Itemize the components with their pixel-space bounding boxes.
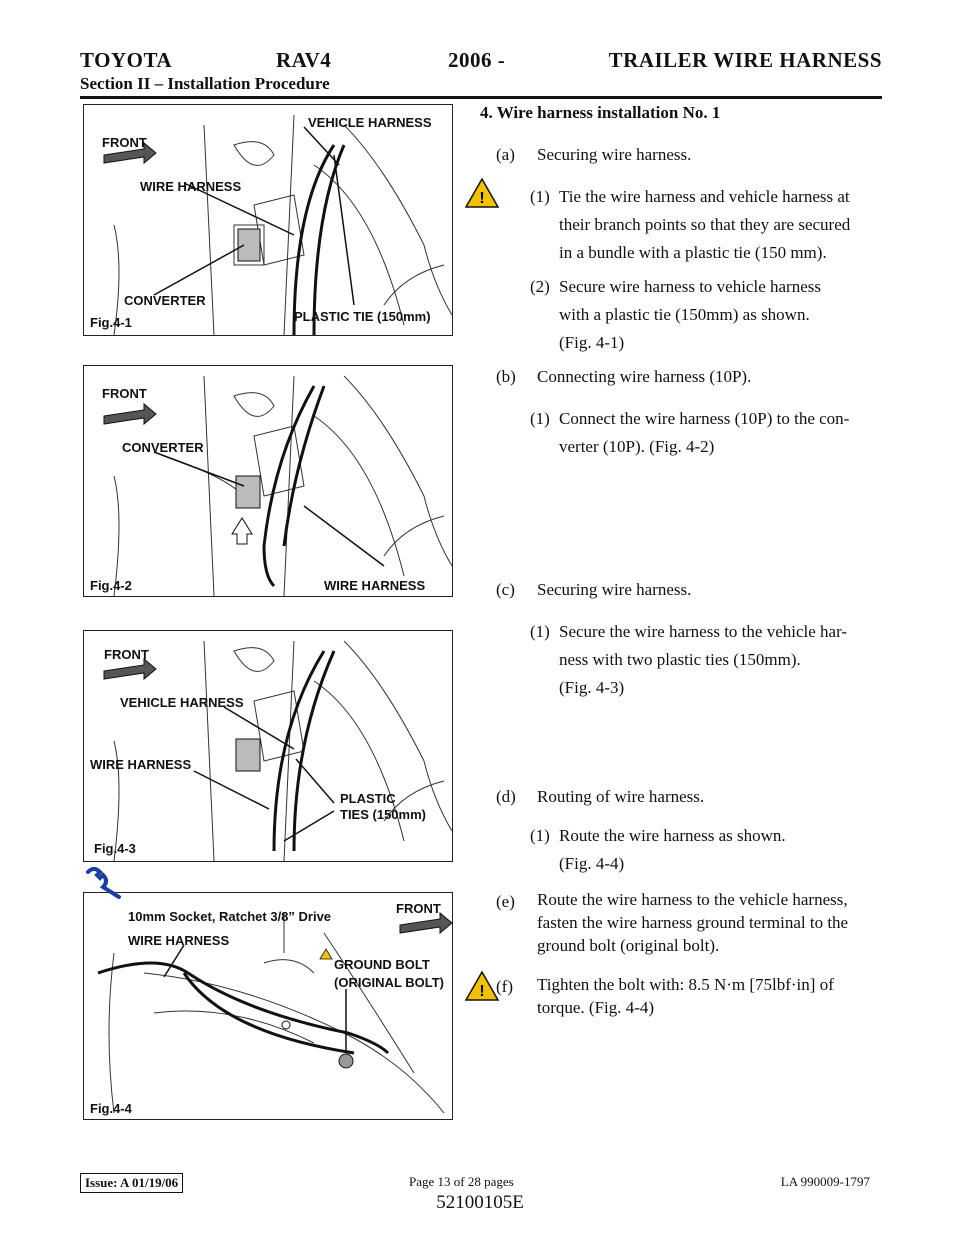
step-f-label: (f) [496,977,513,996]
step-a1-num: (1) [530,187,550,206]
part-number: 52100105E [436,1192,524,1213]
insert-arrow-icon [232,518,252,544]
figure-4-4 [83,892,453,1120]
fig2-caption: Fig.4-2 [90,578,132,593]
fig1-label-plastic-tie: PLASTIC TIE (150mm) [294,309,431,324]
step-f-line: torque. (Fig. 4-4) [537,998,655,1017]
fig1-front-label: FRONT [102,135,147,150]
step-c-text: Securing wire harness. [537,580,692,599]
step-c-label: (c) [496,580,515,599]
fig2-label-converter: CONVERTER [122,440,204,455]
step-e-line: fasten the wire harness ground terminal to the [537,913,849,932]
step-a1-line: their branch points so that they are secured [559,215,851,234]
step-a1-line: Tie the wire harness and vehicle harness at [559,187,850,206]
step-c1-num: (1) [530,622,550,641]
wrench-icon [84,866,128,905]
section-title: Section II – Installation Procedure [80,74,330,93]
step-a-label: (a) [496,145,515,164]
step-e-line: ground bolt (original bolt). [537,936,720,955]
step-c1-line: (Fig. 4-3) [559,678,625,697]
warning-triangle-icon [464,970,500,1002]
step-b1-line: verter (10P). (Fig. 4-2) [559,437,715,456]
header-year: 2006 - [448,48,506,72]
warning-triangle-icon [464,177,500,209]
fig1-label-vehicle-harness: VEHICLE HARNESS [308,115,432,130]
fig4-caption: Fig.4-4 [90,1101,132,1116]
step-a2-line: (Fig. 4-1) [559,333,625,352]
step-a1-line: in a bundle with a plastic tie (150 mm). [559,243,827,262]
header-product: TRAILER WIRE HARNESS [608,48,882,72]
step-b-text: Connecting wire harness (10P). [537,367,752,386]
fig4-label-original-bolt: (ORIGINAL BOLT) [334,975,445,990]
warning-triangle-icon [320,949,332,959]
step-b-label: (b) [496,367,516,386]
page-number: Page 13 of 28 pages [409,1174,514,1189]
fig3-caption: Fig.4-3 [94,841,136,856]
front-arrow-icon [400,913,452,933]
svg-text:!: ! [479,983,485,1000]
fig1-caption: Fig.4-1 [90,315,132,330]
fig1-label-converter: CONVERTER [124,293,206,308]
step-a-text: Securing wire harness. [537,145,692,164]
step-d1-num: (1) [530,826,550,845]
step-b1-num: (1) [530,409,550,428]
step-d-text: Routing of wire harness. [537,787,705,806]
header-make: TOYOTA [80,48,173,72]
step-a2-line: Secure wire harness to vehicle harness [559,277,821,296]
figure-4-3 [83,630,453,862]
fig4-label-ground-bolt: GROUND BOLT [334,957,430,972]
svg-text:!: ! [479,190,485,207]
fig3-label-vehicle-harness: VEHICLE HARNESS [120,695,244,710]
step-d1-line: (Fig. 4-4) [559,854,625,873]
fig4-label-socket: 10mm Socket, Ratchet 3/8” Drive [128,909,332,924]
fig3-label-ties: TIES (150mm) [340,807,426,822]
step-title: 4. Wire harness installation No. 1 [480,103,721,122]
step-d1-line: Route the wire harness as shown. [559,826,786,845]
figure-4-2 [83,365,453,597]
step-c1-line: ness with two plastic ties (150mm). [559,650,801,669]
fig3-label-plastic: PLASTIC [340,791,396,806]
front-arrow-icon [104,404,156,424]
step-e-line: Route the wire harness to the vehicle harness, [537,890,848,909]
figure-4-1 [83,104,453,336]
fig4-label-wire-harness: WIRE HARNESS [128,933,230,948]
fig2-front-label: FRONT [102,386,147,401]
step-a2-line: with a plastic tie (150mm) as shown. [559,305,810,324]
front-arrow-icon [104,659,156,679]
step-e-label: (e) [496,892,515,911]
fig3-front-label: FRONT [104,647,149,662]
fig1-label-wire-harness: WIRE HARNESS [140,179,242,194]
step-c1-line: Secure the wire harness to the vehicle har- [559,622,848,641]
step-d-label: (d) [496,787,516,806]
issue-badge: Issue: A 01/19/06 [80,1173,183,1193]
fig2-label-wire-harness: WIRE HARNESS [324,578,426,593]
step-a2-num: (2) [530,277,550,296]
step-b1-line: Connect the wire harness (10P) to the con- [559,409,850,428]
fig4-front-label: FRONT [396,901,441,916]
header-model: RAV4 [276,48,332,72]
step-f-line: Tighten the bolt with: 8.5 N·m [75lbf·in] of [537,975,834,994]
fig3-label-wire-harness: WIRE HARNESS [90,757,192,772]
document-number: LA 990009-1797 [780,1174,870,1189]
